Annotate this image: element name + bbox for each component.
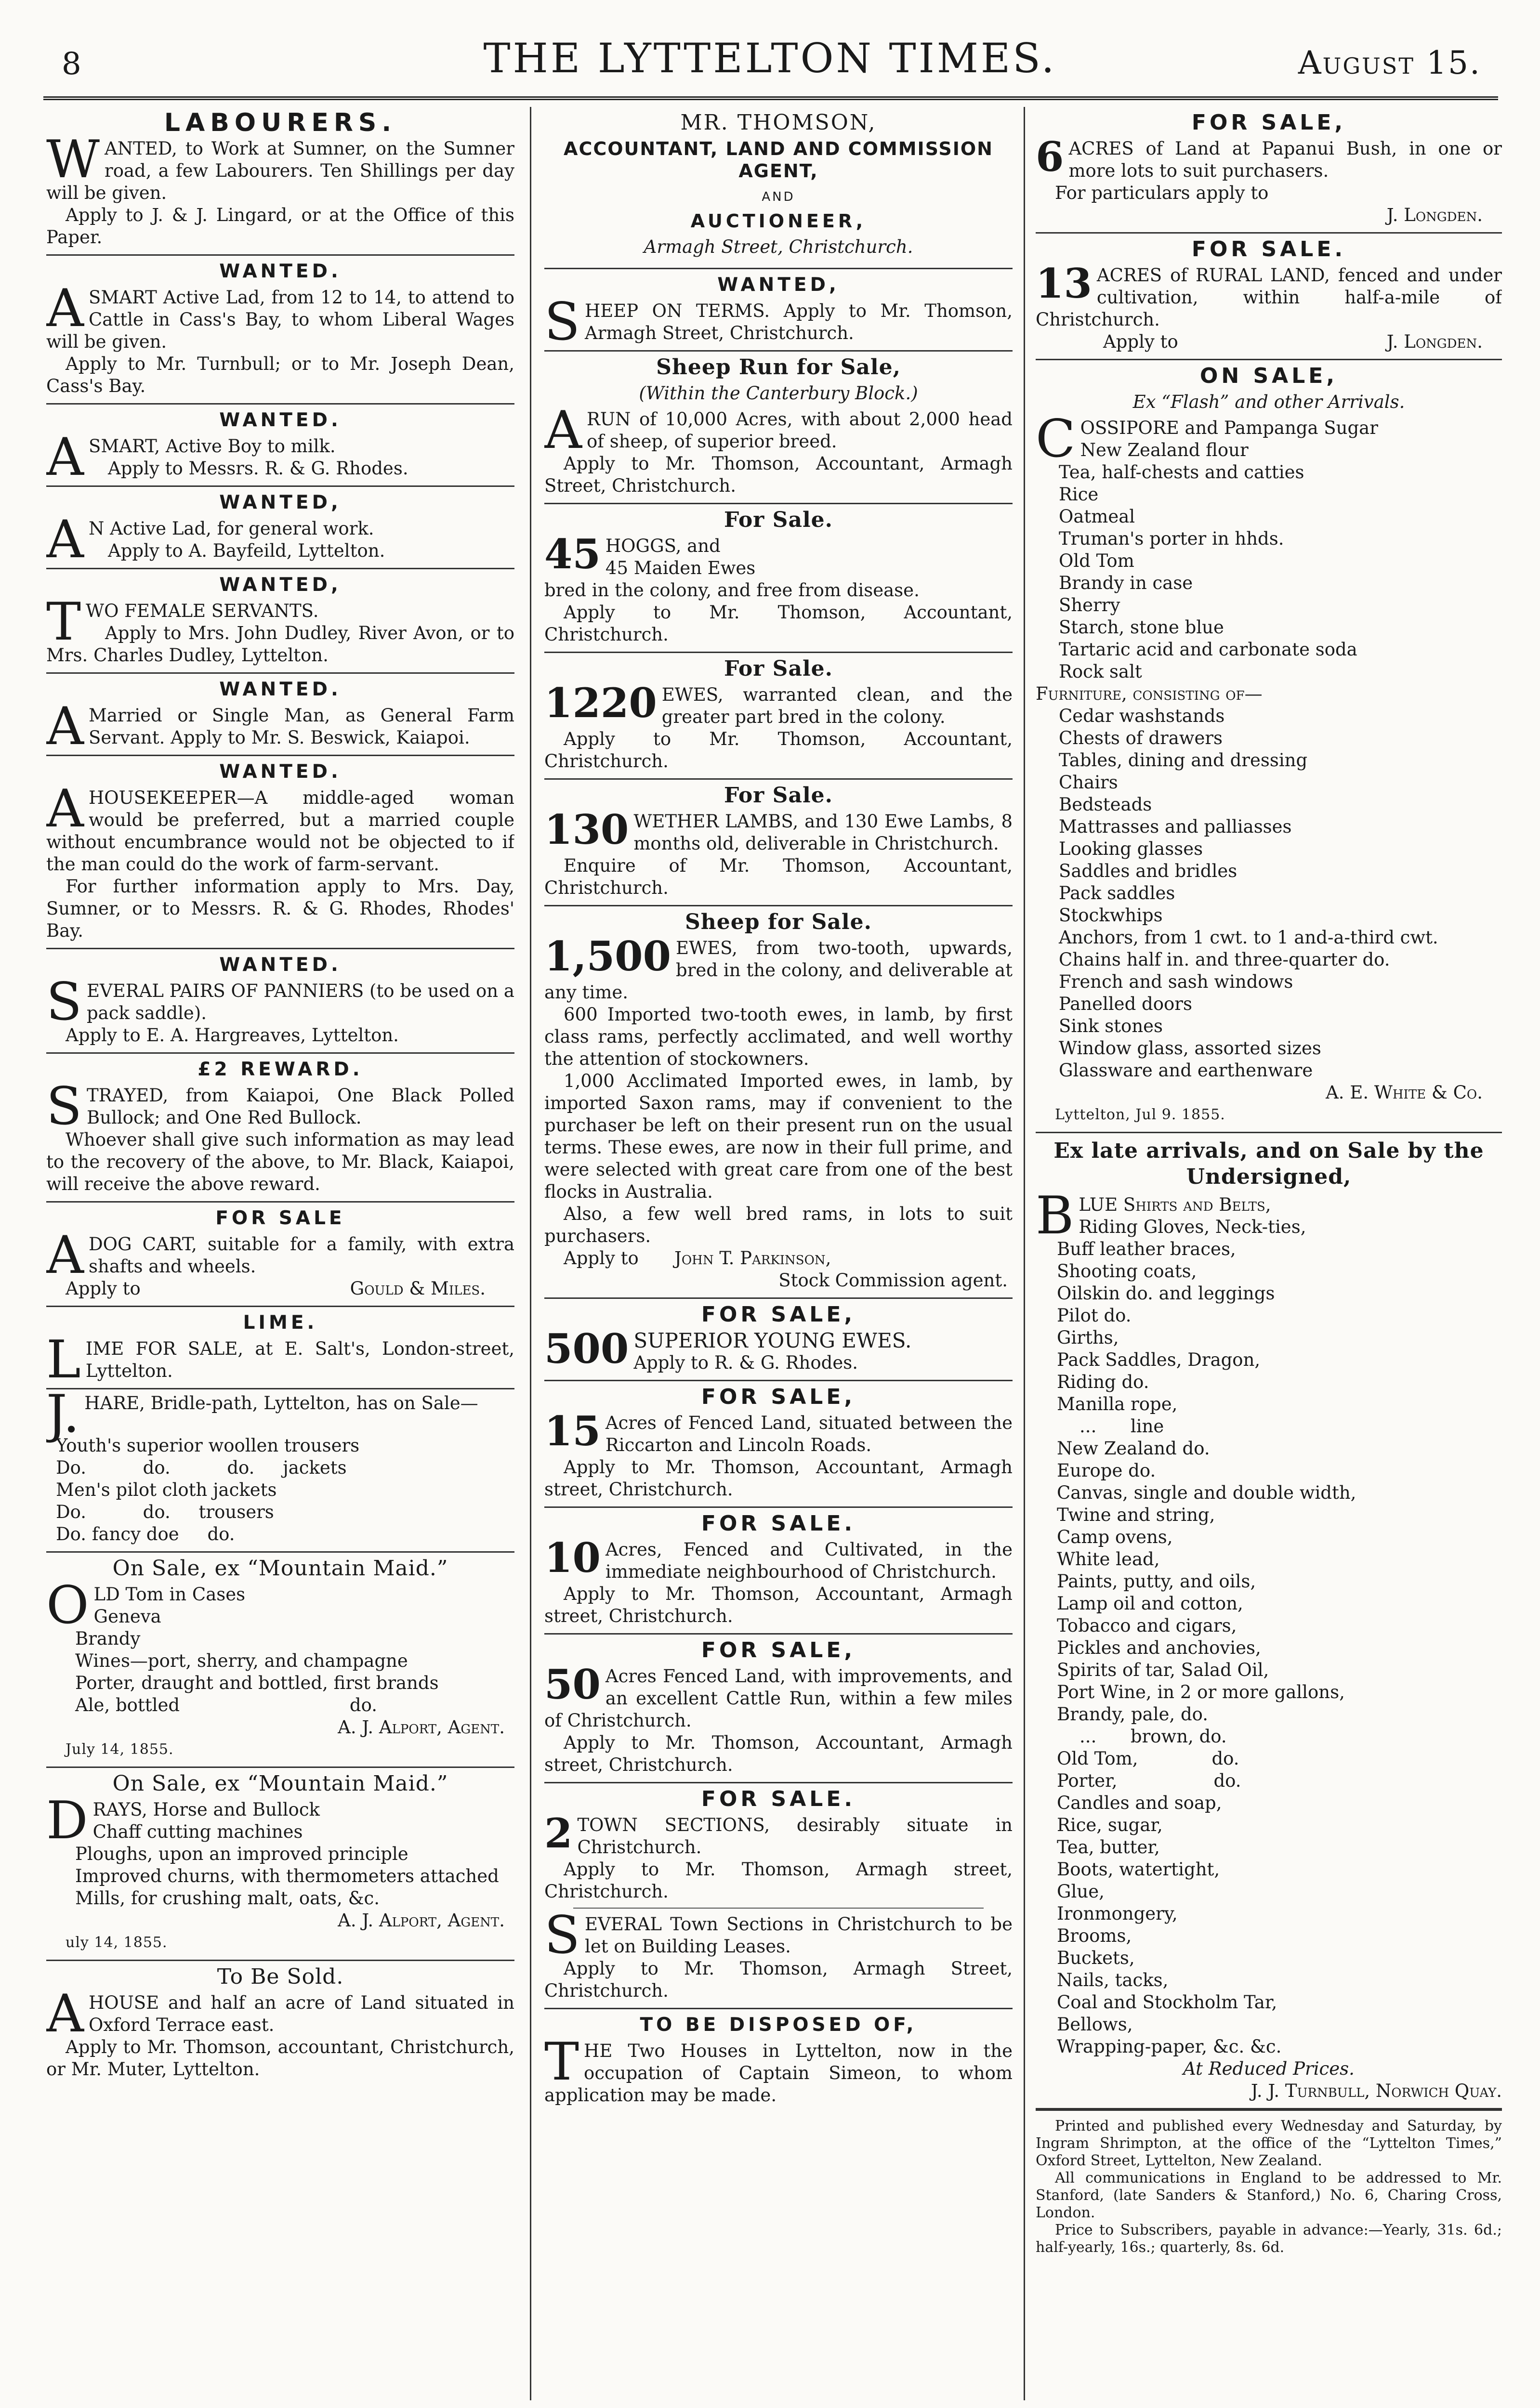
ad-body: SMART, Active Boy to milk. [89,436,336,457]
lead-number: 45 [544,530,601,578]
advertiser: J. Longden. [1386,331,1483,352]
ad-heading: £2 REWARD. [197,1059,363,1080]
agent-auctioneer: AUCTIONEER, [690,210,867,232]
imprint [1036,2109,1502,2262]
imprint-printed: Printed and published every Wednesday and Saturday, by Ingram Shrimpton, at the office of the “Lyttelton Times,” Oxford Street, Lyttelton, New Zealand. [1036,2118,1502,2169]
drop-cap: O [46,1575,89,1636]
drop-cap: A [46,1225,84,1285]
ad-mountain-maid-2 [46,1768,514,1961]
list-item: Candles and soap, [1057,1793,1222,1813]
ad-body: IME FOR SALE, at E. Salt's, London-street, Lyttelton. [85,1338,514,1381]
drop-cap: B [1036,1186,1074,1246]
ad-subheading: Ex “Flash” and other Arrivals. [1132,392,1405,412]
list-item: Twine and string, [1057,1505,1215,1525]
ad-hare [46,1384,514,1553]
list-item: Ale, bottled do. [75,1695,377,1715]
ad-heading: FOR SALE, [701,1385,856,1409]
issue-date: August 15. [1298,44,1481,81]
agent-role: ACCOUNTANT, LAND AND COMMISSION AGENT, [564,138,993,182]
ad-10-acres [544,1508,1013,1635]
signature: J. J. Turnbull, Norwich Quay. [1250,2081,1502,2101]
list-item: Canvas, single and double width, [1057,1482,1356,1503]
drop-cap: A [46,779,84,839]
ad-heading: Sheep for Sale. [685,910,872,934]
ad-body: SMART Active Lad, from 12 to 14, to attend to Cattle in Cass's Bay, to whom Liberal Wages will be given. [46,287,514,352]
ad-apply: Apply to A. Bayfeild, Lyttelton. [108,540,385,561]
drop-cap: J. [46,1384,80,1444]
ad-heading: For Sale. [724,783,833,808]
lead-number: 1220 [544,679,657,727]
item-list [1036,1216,1502,1238]
drop-cap: A [46,1984,84,2044]
ad-heading: For Sale. [724,508,833,532]
list-item: Riding do. [1057,1372,1149,1392]
lead-number: 6 [1036,133,1064,181]
ad-body: SUPERIOR YOUNG EWES. [633,1329,912,1352]
ad-body: EWES, from two-tooth, upwards, bred in the colony, and deliverable at any time. [544,938,1013,1003]
list-item: Starch, stone blue [1059,617,1224,638]
lead-number: 500 [544,1325,629,1373]
list-item: Wrapping-paper, &c. &c. [1057,2036,1282,2057]
ad-heading: FOR SALE. [1191,237,1346,262]
ad-house-sold [46,1961,514,2086]
ad-date: July 14, 1855. [66,1741,174,1758]
list-item: ... line [1057,1416,1164,1437]
page-number: 8 [62,46,81,82]
list-item: Glue, [1057,1881,1105,1902]
imprint-price: Price to Subscribers, payable in advance:—Yearly, 31s. 6d.; half-yearly, 16s.; quarterly, 8s. 6d. [1036,2222,1502,2256]
ad-body: Acres Fenced Land, with improvements, and an excellent Cattle Run, within a few miles of Christchurch. [544,1666,1013,1731]
ad-body: HOUSE and half an acre of Land situated in Oxford Terrace east. [89,1992,514,2035]
ad-apply: For particulars apply to [1055,183,1269,203]
ad-body: Married or Single Man, as General Farm Servant. Apply to Mr. S. Beswick, Kaiapoi. [89,705,514,748]
ad-disposed [544,2009,1013,2112]
list-item: Geneva [93,1606,161,1627]
list-item: Glassware and earthenware [1059,1060,1313,1081]
list-item: Buff leather braces, [1057,1239,1236,1259]
ad-apply: Apply to Mr. Thomson, Armagh street, Christchurch. [544,1859,1013,1902]
ad-body: DOG CART, suitable for a family, with extra shafts and wheels. [89,1234,514,1277]
ad-town-sections [544,1783,1013,2009]
list-item: Tobacco and cigars, [1057,1615,1237,1636]
ad-date: Lyttelton, Jul 9. 1855. [1055,1106,1225,1123]
list-item: Mattrasses and palliasses [1059,816,1292,837]
ad-body: HOUSEKEEPER—A middle-aged woman would be preferred, but a married couple without encumbrance would not be objected to if the man could do the work of farm-servant. [46,787,514,875]
list-item: Lamp oil and cotton, [1057,1593,1243,1614]
ad-hoggs [544,504,1013,653]
ad-dog-cart [46,1203,514,1307]
ad-apply: For further information apply to Mrs. Day, Sumner, or to Messrs. R. & G. Rhodes, Rhodes' Bay. [46,876,514,941]
imprint-england: All communications in England to be addressed to Mr. Stanford, (late Sanders & Stanford,) No. 6, Charing Cross, London. [1036,2170,1502,2221]
ad-apply: Apply to Mrs. John Dudley, River Avon, or to Mrs. Charles Dudley, Lyttelton. [46,623,514,666]
list-item: Rock salt [1059,661,1142,682]
list-item: Anchors, from 1 cwt. to 1 and-a-third cwt. [1059,927,1438,948]
list-item: Wines—port, sherry, and champagne [75,1650,408,1671]
ad-heading: FOR SALE. [701,1787,856,1811]
ad-heading: FOR SALE, [701,1302,856,1327]
list-item: Brandy in case [1059,573,1193,593]
ad-body: TRAYED, from Kaiapoi, One Black Polled Bullock; and One Red Bullock. [87,1085,514,1128]
column-rule-2 [1024,107,1025,2400]
ad-paragraph: Also, a few well bred rams, in lots to suit purchasers. [544,1204,1013,1246]
apply-label: Apply to [66,1278,141,1299]
ad-15-acres [544,1381,1013,1508]
ad-heading: WANTED, [717,274,840,296]
ad-late-arrivals [1036,1133,1502,2109]
ad-on-sale-flash [1036,360,1502,1133]
ad-heading: FOR SALE, [701,1638,856,1662]
drop-cap: D [46,1791,88,1851]
ad-body: HE Two Houses in Lyttelton, now in the occupation of Captain Simeon, to whom application may be made. [544,2041,1013,2106]
ad-heading: Sheep Run for Sale, [656,355,901,380]
column-rule-1 [530,107,531,2400]
ad-apply: Enquire of Mr. Thomson, Accountant, Christchurch. [544,855,1013,898]
ad-body: LUE Shirts and Belts, [1079,1194,1271,1215]
list-item: Do. do. trousers [56,1502,274,1522]
item-list [1036,439,1502,461]
ad-divider [573,1908,984,1909]
list-item: Pilot do. [1057,1305,1132,1326]
signature: A. J. Alport, Agent. [338,1717,505,1738]
ad-heading: WANTED. [219,261,342,282]
drop-cap: T [544,2032,579,2092]
list-item: Do. do. do. jackets [56,1457,347,1478]
drop-cap: W [46,130,100,190]
ad-subheading: (Within the Canterbury Block.) [639,383,918,404]
list-item: Window glass, assorted sizes [1059,1038,1321,1059]
ad-apply: Apply to Mr. Thomson, Accountant, Christchurch. [544,602,1013,645]
list-item: Bellows, [1057,2014,1133,2035]
list-item: White lead, [1057,1549,1160,1570]
apply-label: Apply to [1103,331,1178,352]
ad-body: N Active Lad, for general work. [89,518,374,539]
ad-mountain-maid-1 [46,1553,514,1768]
ad-heading: WANTED. [219,761,342,783]
list-item: Brooms, [1057,1925,1132,1946]
drop-cap: A [46,427,84,487]
list-item: Riding Gloves, Neck-ties, [1079,1217,1306,1237]
list-item: Oilskin do. and leggings [1057,1283,1275,1304]
ad-rural-land [1036,234,1502,360]
list-item: Stockwhips [1059,905,1163,926]
list-item: Brandy, pale, do. [1057,1704,1209,1725]
ad-apply: Apply to Mr. Thomson, Accountant, Christchurch. [544,729,1013,772]
list-item: Mills, for crushing malt, oats, &c. [75,1888,380,1909]
list-item: Europe do. [1057,1460,1156,1481]
ad-lime [46,1307,514,1389]
ad-reward [46,1054,514,1203]
list-item: French and sash windows [1059,971,1293,992]
ad-body: RUN of 10,000 Acres, with about 2,000 head of sheep, of superior breed. [587,409,1013,452]
ad-line: 45 Maiden Ewes [605,558,756,578]
list-item: Sherry [1059,595,1120,615]
list-item: Chains half in. and three-quarter do. [1059,949,1390,970]
list-item: Saddles and bridles [1059,861,1237,881]
ad-apply: Apply to Mr. Thomson, Accountant, Armagh Street, Christchurch. [544,453,1013,496]
furniture-list [1036,705,1502,1082]
list-item: Boots, watertight, [1057,1859,1220,1880]
ad-heading: WANTED. [219,954,342,976]
signature: J. Longden. [1386,205,1483,225]
drop-cap: A [46,696,84,757]
list-item: Manilla rope, [1057,1394,1178,1414]
ad-apply: Apply to Messrs. R. & G. Rhodes. [108,458,408,479]
ad-apply-line [1036,331,1502,353]
masthead-rule [43,96,1498,100]
lead-number: 13 [1036,260,1092,307]
list-item: Brandy [75,1628,141,1649]
ad-apply: Apply to Mr. Turnbull; or to Mr. Joseph Dean, Cass's Bay. [46,353,514,396]
lead-number: 10 [544,1534,601,1582]
list-item: Chairs [1059,772,1118,793]
signature: A. E. White & Co. [1326,1082,1483,1103]
list-item: Tartaric acid and carbonate soda [1059,639,1357,660]
list-item: Bedsteads [1059,794,1152,815]
ad-heading: LABOURERS. [164,108,397,137]
ad-wanted-lad [46,256,514,405]
item-list [46,1821,514,1843]
reduced-prices: At Reduced Prices. [1183,2058,1355,2079]
list-item: Do. fancy doe do. [56,1524,235,1544]
ad-paragraph: 1,000 Acclimated Imported ewes, in lamb, by imported Saxon rams, may if convenient to the purchaser be left on their present run on the usual terms. These ewes, are now in their full prime, and were selected with great care from one of the best flocks in Australia. [544,1071,1013,1202]
list-item: Porter, draught and bottled, first brands [75,1673,439,1693]
ad-heading: WANTED, [219,574,342,596]
list-item: Ploughs, upon an improved principle [75,1844,408,1864]
masthead [0,0,1540,104]
drop-cap: L [46,1330,81,1390]
list-item: Oatmeal [1059,506,1135,527]
ad-body: Acres, Fenced and Cultivated, in the immediate neighbourhood of Christchurch. [605,1539,1013,1582]
ad-heading: Ex late arrivals, and on Sale by the Undersigned, [1053,1139,1484,1189]
ad-heading: ON SALE, [1199,364,1338,388]
ad-sheep-run [544,352,1013,504]
ad-apply: Apply to Mr. Thomson, Accountant, Armagh street, Christchurch. [544,1732,1013,1775]
ad-apply: Whoever shall give such information as may lead to the recovery of the above, to Mr. Black, Kaiapoi, will receive the above reward. [46,1129,514,1194]
ad-papanui-land [1036,107,1502,234]
column-3 [1036,107,1502,2404]
item-list [46,1435,514,1545]
list-item: Port Wine, in 2 or more gallons, [1057,1682,1345,1702]
ad-apply: Apply to R. & G. Rhodes. [633,1352,858,1373]
ad-heading: LIME. [243,1312,318,1334]
list-item: Rice, sugar, [1057,1815,1163,1835]
ad-farm-servant [46,674,514,756]
list-item: Ironmongery, [1057,1903,1178,1924]
ad-date: uly 14, 1855. [66,1934,168,1951]
ad-panniers [46,949,514,1054]
ad-apply: Apply to Mr. Thomson, Accountant, Armagh street, Christchurch. [544,1584,1013,1626]
ad-wanted-boy [46,405,514,487]
ad-heading: FOR SALE, [1191,110,1346,135]
ad-body: EWES, warranted clean, and the greater part bred in the colony. [661,684,1013,727]
list-item: Camp ovens, [1057,1527,1173,1547]
item-list [1036,1238,1502,2058]
list-item: Shooting coats, [1057,1261,1197,1282]
ad-line: bred in the colony, and free from disease. [544,580,920,601]
ad-heading: FOR SALE [215,1207,345,1229]
list-item: Pack Saddles, Dragon, [1057,1349,1261,1370]
ad-body: OSSIPORE and Pampanga Sugar [1080,418,1378,438]
ad-apply: Apply to Mr. Thomson, Accountant, Armagh street, Christchurch. [544,1457,1013,1500]
list-item: Tables, dining and dressing [1059,750,1308,771]
lead-number: 1,500 [544,932,671,980]
list-item: Rice [1059,484,1099,505]
ad-body: HARE, Bridle-path, Lyttelton, has on Sale— [84,1393,478,1413]
ad-body: ACRES of Land at Papanui Bush, in one or more lots to suit purchasers. [1068,138,1502,181]
column-2 [544,107,1013,2404]
ad-labourers [46,107,514,256]
list-item: Old Tom [1059,550,1134,571]
list-item: Nails, tacks, [1057,1970,1169,1990]
item-list [46,1628,514,1716]
list-item: Sink stones [1059,1016,1163,1036]
list-item: New Zealand flour [1080,440,1249,460]
drop-cap: A [46,278,84,339]
list-item: Chaff cutting machines [92,1821,303,1842]
ad-paragraph: 600 Imported two-tooth ewes, in lamb, by first class rams, perfectly acclimated, and well worthy the attention of stockowners. [544,1004,1013,1069]
list-item: Buckets, [1057,1948,1135,1968]
list-item: Looking glasses [1059,838,1203,859]
list-item: Men's pilot cloth jackets [56,1479,277,1500]
advertiser: Gould & Miles. [350,1278,486,1299]
list-item: Old Tom, do. [1057,1748,1239,1769]
furniture-heading: Furniture, consisting of— [1036,683,1263,704]
ad-heading: For Sale. [724,656,833,681]
list-item: Youth's superior woollen trousers [56,1435,360,1456]
drop-cap: A [46,510,84,570]
list-item: Tea, butter, [1057,1837,1160,1858]
ad-heading: To Be Sold. [217,1964,344,1989]
ad-heading: WANTED. [219,679,342,700]
ad-heading: TO BE DISPOSED OF, [640,2014,917,2036]
ad-body: HEEP ON TERMS. Apply to Mr. Thomson, Armagh Street, Christchurch. [585,301,1013,343]
drop-cap: S [46,972,82,1032]
ad-body: Acres of Fenced Land, situated between the Riccarton and Lincoln Roads. [605,1413,1013,1455]
ad-50-acres [544,1635,1013,1783]
list-item: Improved churns, with thermometers attached [75,1866,499,1886]
list-item: Coal and Stockholm Tar, [1057,1992,1277,2013]
ad-500-ewes [544,1299,1013,1381]
ad-1500-ewes [544,906,1013,1299]
ad-1220-ewes [544,653,1013,780]
ad-heading: FOR SALE. [701,1511,856,1536]
item-list [1036,461,1502,683]
drop-cap: S [544,292,580,352]
ad-body: TOWN SECTIONS, desirably situate in Christchurch. [577,1815,1013,1858]
ad-apply: Apply to E. A. Hargreaves, Lyttelton. [66,1025,399,1046]
ad-body: WO FEMALE SERVANTS. [86,601,319,621]
item-list [46,1606,514,1628]
ad-body: ACRES of RURAL LAND, fenced and under cultivation, within half-a-mile of Christchurch. [1036,265,1502,330]
ad-sheep-on-terms [544,269,1013,352]
drop-cap: T [46,592,81,652]
ad-body: WETHER LAMBS, and 130 Ewe Lambs, 8 months old, deliverable in Christchurch. [633,811,1013,854]
list-item: Tea, half-chests and catties [1059,462,1304,483]
signature: A. J. Alport, Agent. [338,1910,505,1931]
agent-and: AND [762,190,795,204]
ad-apply: Apply to Mr. Thomson, accountant, Christchurch, or Mr. Muter, Lyttelton. [46,2037,514,2080]
ad-body: RAYS, Horse and Bullock [92,1799,320,1820]
list-item: New Zealand do. [1057,1438,1210,1459]
list-item: Porter, do. [1057,1770,1241,1791]
list-item: Chests of drawers [1059,728,1223,748]
ad-body: ANTED, to Work at Sumner, on the Sumner road, a few Labourers. Ten Shillings per day will be given. [46,138,514,203]
ad-thomson-card [544,107,1013,269]
ad-apply-block [544,1247,1013,1269]
list-item: ... brown, do. [1057,1726,1227,1747]
advertiser: John T. Parkinson, [674,1248,831,1269]
lead-number: 15 [544,1407,601,1455]
list-item: Pickles and anchovies, [1057,1637,1261,1658]
apply-label: Apply to [564,1248,639,1269]
ad-housekeeper [46,756,514,949]
ad-female-servants [46,569,514,674]
ad-wether-lambs [544,780,1013,906]
list-item: Cedar washstands [1059,706,1225,726]
agent-address: Armagh Street, Christchurch. [644,236,913,257]
ad-heading: WANTED. [219,409,342,431]
drop-cap: A [544,400,582,460]
drop-cap: S [46,1076,82,1137]
lead-number: 130 [544,806,629,853]
list-item: Panelled doors [1059,994,1192,1014]
lead-number: 50 [544,1661,601,1708]
list-item: Paints, putty, and oils, [1057,1571,1256,1592]
drop-cap: S [544,1905,580,1965]
ad-heading: On Sale, ex “Mountain Maid.” [112,1771,448,1796]
column-1 [46,107,514,2404]
list-item: Pack saddles [1059,883,1175,903]
list-item: Spirits of tar, Salad Oil, [1057,1660,1269,1680]
newspaper-title: THE LYTTELTON TIMES. [483,35,1057,82]
ad-apply-line [46,1278,514,1300]
lead-number: 2 [544,1809,573,1857]
ad-body: HOGGS, and [605,536,721,556]
ad-body: LD Tom in Cases [93,1584,246,1605]
ad-body: EVERAL Town Sections in Christchurch to be let on Building Leases. [585,1914,1013,1957]
ad-body: EVERAL PAIRS OF PANNIERS (to be used on a pack saddle). [87,981,514,1023]
advertiser-role: Stock Commission agent. [778,1270,1008,1291]
list-item: Girths, [1057,1327,1119,1348]
ad-heading: WANTED, [219,492,342,513]
ad-active-lad [46,487,514,569]
ad-apply: Apply to Mr. Thomson, Armagh Street, Christchurch. [544,1958,1013,2001]
list-item: Truman's porter in hhds. [1059,528,1284,549]
agent-name: MR. THOMSON, [680,110,877,135]
item-list [46,1843,514,1910]
ad-apply: Apply to J. & J. Lingard, or at the Office of this Paper. [46,205,514,248]
drop-cap: C [1036,409,1076,469]
ad-heading: On Sale, ex “Mountain Maid.” [112,1556,448,1581]
